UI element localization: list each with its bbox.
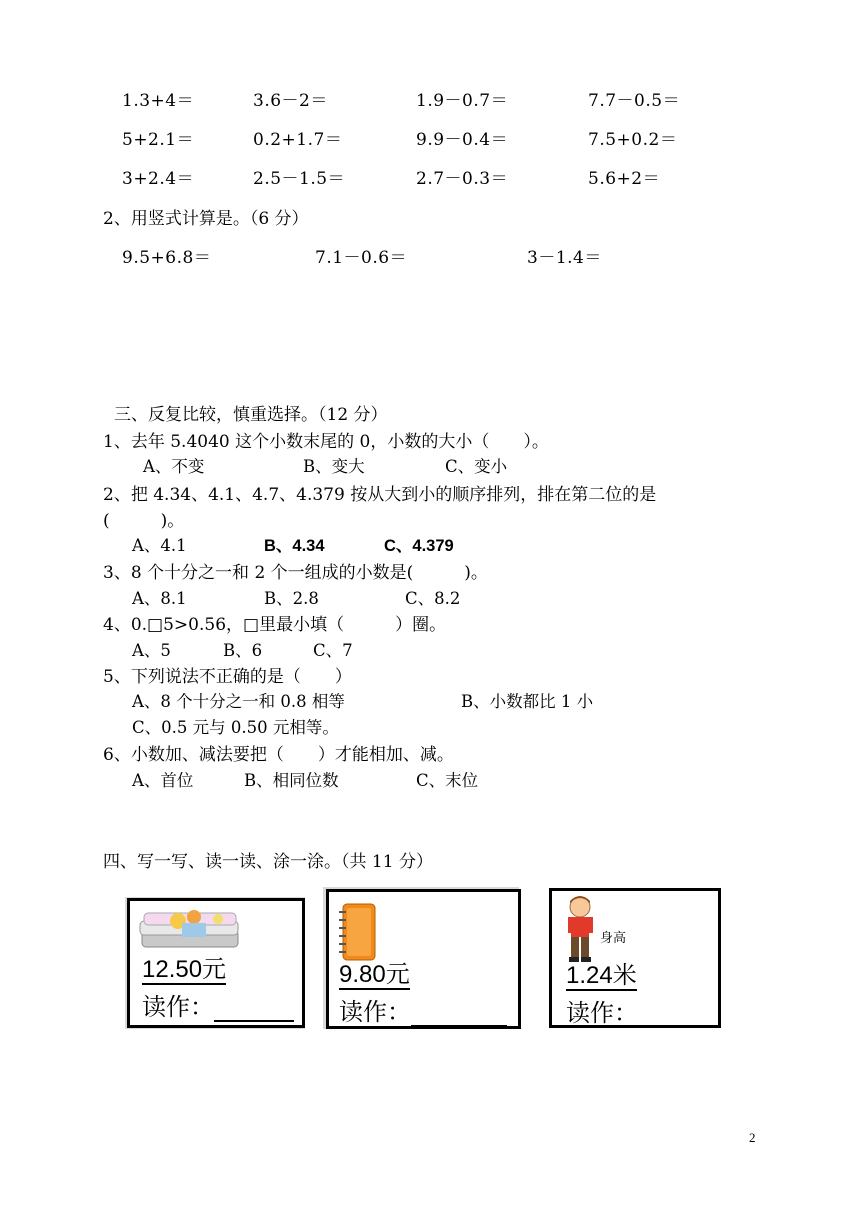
price-card-1 [127,898,305,1028]
answer-blank[interactable] [214,998,294,1022]
read-as-field [566,993,708,1028]
calc-item: 9.9－0.4＝ [416,130,509,150]
section4-heading: 四、写一写、读一读、涂一涂。（共 11 分） [103,852,433,872]
price-value: 12.50元 [142,956,227,983]
vertical-calc-item: 3－1.4＝ [527,248,602,268]
q6-option-c: C、末位 [416,771,479,790]
vertical-calc-item: 9.5+6.8＝ [122,248,212,268]
read-as-label: 读作： [339,999,411,1026]
calc-item: 3+2.4＝ [122,169,195,189]
vertical-calc-heading: 2、用竖式计算是。（6 分） [103,209,309,229]
question-3-stem: 3、8 个十分之一和 2 个一组成的小数是( )。 [103,563,488,583]
q3-option-b: B、2.8 [264,589,319,608]
question-4-stem: 4、0.□5>0.56，□里最小填（ ）圈。 [103,615,447,635]
vertical-calc-item: 7.1－0.6＝ [315,248,408,268]
calc-item: 7.7－0.5＝ [588,91,681,111]
question-1-stem: 1、去年 5.4040 这个小数末尾的 0，小数的大小（ ）。 [103,432,549,452]
q4-option-b: B、6 [223,641,263,660]
q2-option-c: C、4.379 [384,537,454,555]
calc-item: 5.6+2＝ [588,169,661,189]
q3-option-a: A、8.1 [132,589,187,608]
q5-option-c: C、0.5 元与 0.50 元相等。 [132,718,339,737]
q2-option-b: B、4.34 [264,537,325,555]
read-as-field [142,987,294,1022]
calc-item: 2.5－1.5＝ [253,169,346,189]
calc-item: 7.5+0.2＝ [588,130,678,150]
answer-blank[interactable] [638,1004,708,1028]
calc-item: 0.2+1.7＝ [253,130,343,150]
read-as-label: 读作： [566,1000,638,1027]
read-as-label: 读作： [142,994,214,1021]
q1-option-a: A、不变 [143,457,205,476]
notebook-icon [337,900,381,964]
question-5-stem: 5、下列说法不正确的是（ ） [103,667,352,687]
question-2-stem-cont: ( )。 [103,511,185,531]
price-value: 9.80元 [339,961,410,988]
read-as-field [339,992,507,1027]
q5-option-b: B、小数都比 1 小 [461,692,594,711]
answer-blank[interactable] [411,1003,507,1027]
calc-item: 3.6－2＝ [253,91,328,111]
height-caption: 身高 [600,931,627,946]
q1-option-c: C、变小 [445,457,508,476]
section3-heading: 三、反复比较，慎重选择。（12 分） [114,405,388,425]
page-number: 2 [749,1130,756,1145]
question-2-stem: 2、把 4.34、4.1、4.7、4.379 按从大到小的顺序排列，排在第二位的是 [103,485,657,505]
question-6-stem: 6、小数加、减法要把（ ）才能相加、减。 [103,745,454,765]
calc-item: 5+2.1＝ [122,130,195,150]
calc-item: 1.3+4＝ [122,91,195,111]
q2-option-a: A、4.1 [132,536,187,555]
boy-icon [560,893,602,967]
q3-option-c: C、8.2 [405,589,461,608]
height-card [549,888,721,1028]
price-card-2 [326,889,521,1029]
pencil-box-icon [138,907,242,953]
calc-item: 2.7－0.3＝ [416,169,509,189]
calc-item: 1.9－0.7＝ [416,91,509,111]
q6-option-a: A、首位 [132,771,194,790]
q4-option-a: A、5 [132,641,171,660]
q5-option-a: A、8 个十分之一和 0.8 相等 [132,692,345,711]
q1-option-b: B、变大 [303,457,365,476]
q4-option-c: C、7 [313,641,353,660]
height-value: 1.24米 [566,962,637,989]
q6-option-b: B、相同位数 [244,771,339,790]
